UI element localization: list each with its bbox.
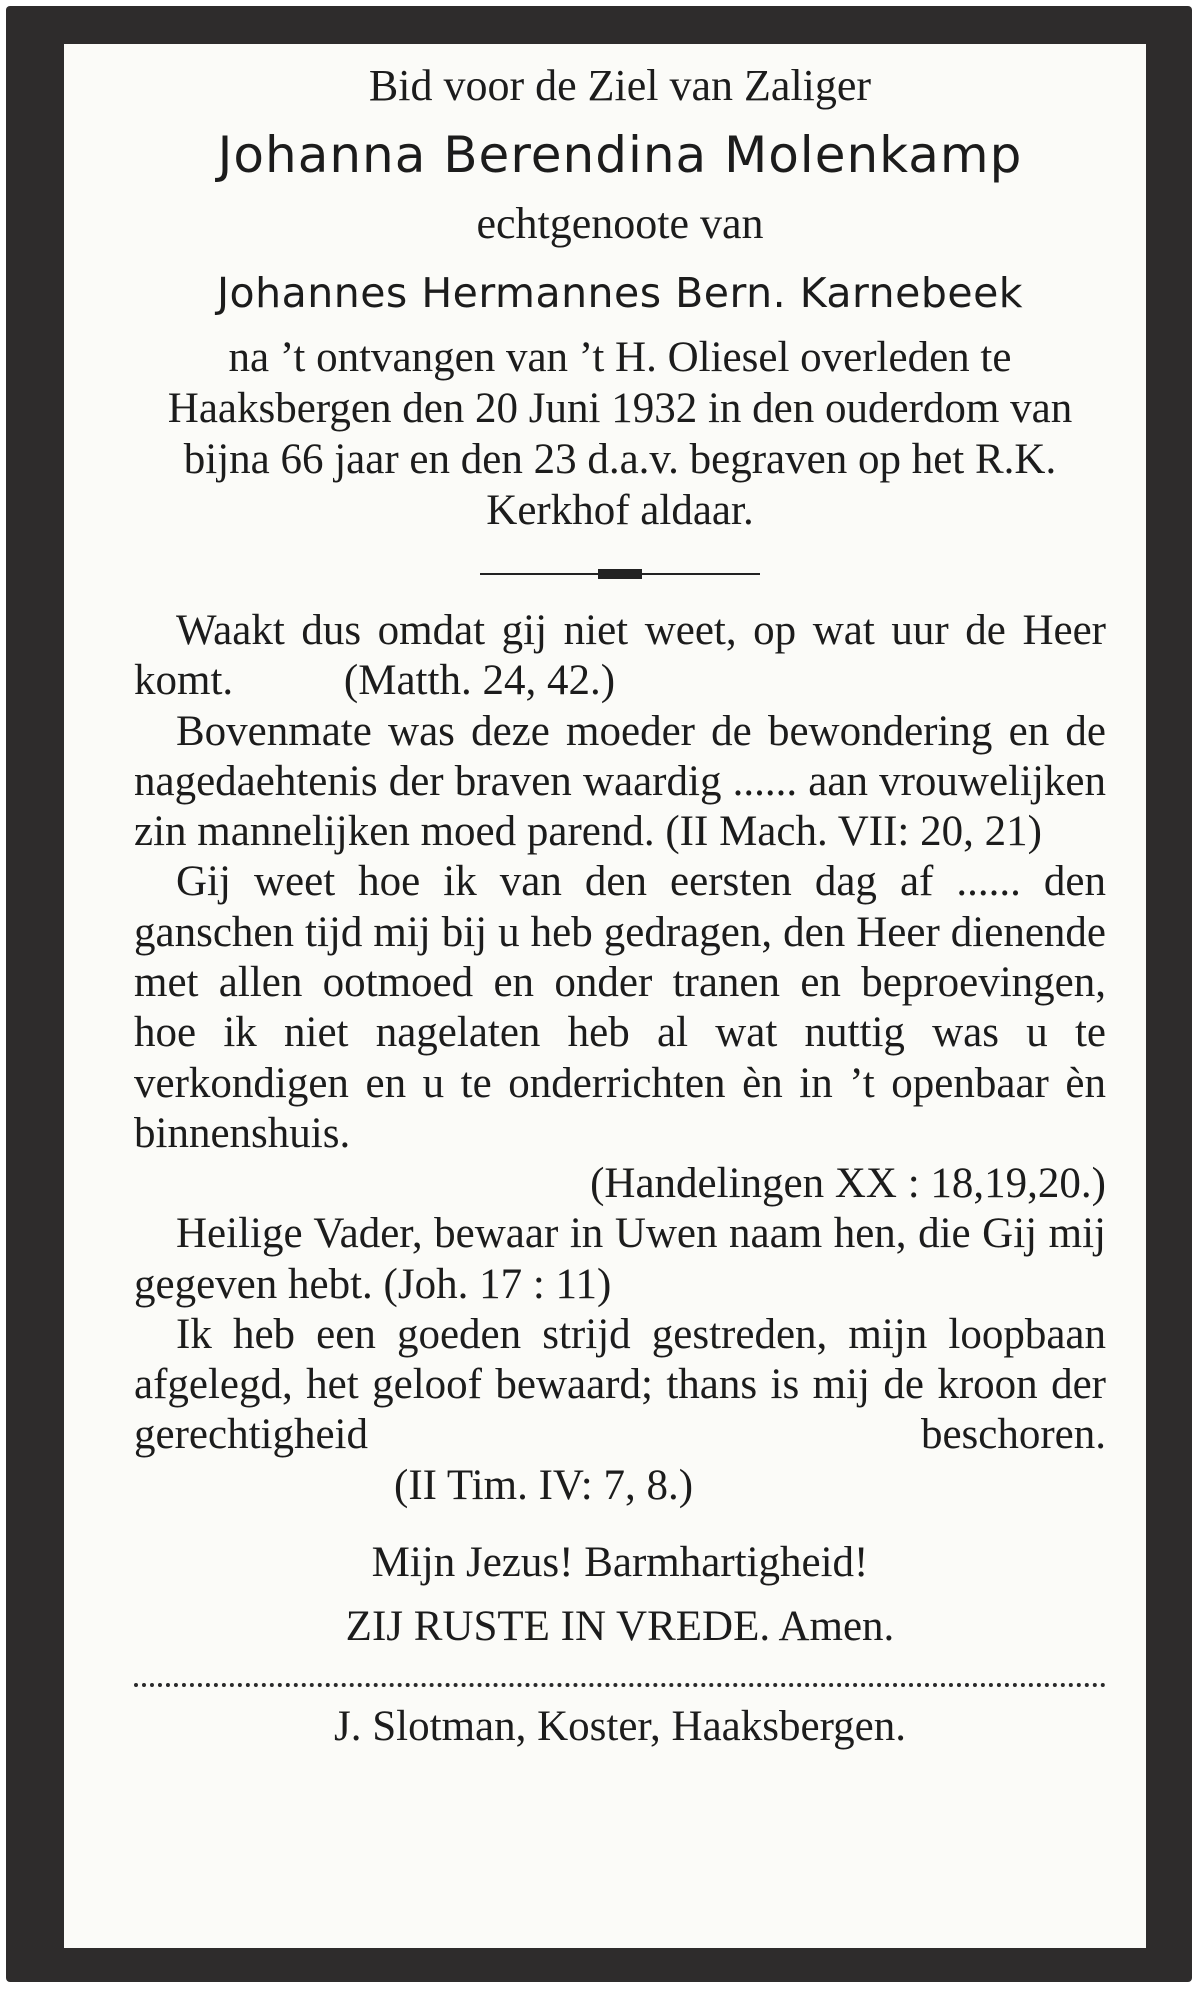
verse-5-ref: (II Tim. IV: 7, 8.) <box>394 1461 694 1509</box>
verse-4-text: Heilige Vader, bewaar in Uwen naam hen, die Gij mij gegeven hebt. <box>134 1210 1106 1308</box>
prayer-line: Bid voor de Ziel van Zaliger <box>368 61 872 110</box>
deceased-name: Johanna Berendina Molenkamp <box>217 126 1023 184</box>
verse-1-text: Waakt dus omdat gij niet weet, op wat uur de Heer komt. <box>134 607 1106 705</box>
verse-text <box>134 1310 1106 1511</box>
verse-3-text: Gij weet hoe ik van den eersten dag af ...... den ganschen tijd mij bij u heb gedragen, den Heer dienende met allen ootmoed en onder tranen en beproevingen, hoe ik niet nagelaten heb al wat nuttig was u te verkondigen en u te onderrichten èn in ’t openbaar èn binnenshuis. <box>134 858 1106 1157</box>
verse-2-text: Bovenmate was deze moeder de bewondering en de nagedaehtenis der braven waardig ...... aan vrouwelijken zin mannelijken moed parend. <box>134 707 1106 856</box>
verse-text <box>134 606 1106 707</box>
verse-2-ref: (II Mach. VII: 20, 21) <box>665 808 1042 856</box>
verse-3-ref: (Handelingen XX : 18,19,20.) <box>590 1160 1106 1208</box>
memorial-card <box>64 44 1146 1948</box>
verse-5-text: Ik heb een goeden strijd gestreden, mijn loopbaan afgelegd, het geloof bewaard; thans is mij de kroon der gerechtigheid beschoren. <box>134 1310 1106 1459</box>
relation-line: echtgenoote van <box>476 199 764 248</box>
verse-text <box>134 707 1106 858</box>
invocation: Mijn Jezus! Barmhartigheid! <box>371 1539 869 1587</box>
memorial-card-border <box>6 6 1192 1982</box>
verses <box>134 606 1106 1511</box>
spouse-name: Johannes Hermannes Bern. Karnebeek <box>216 269 1024 317</box>
ornamental-divider <box>480 566 760 582</box>
death-notice: na ’t ontvangen van ’t H. Oliesel overleden te Haaksbergen den 20 Juni 1932 in den ouderdom van bijna 66 jaar en den 23 d.a.v. begraven op het R.K. Kerkhof aldaar. <box>167 334 1073 534</box>
verse-text <box>134 1209 1106 1310</box>
verse-1-ref: (Matth. 24, 42.) <box>343 657 616 705</box>
printer-credit: J. Slotman, Koster, Haaksbergen. <box>334 1703 906 1751</box>
rest-in-peace: ZIJ RUSTE IN VREDE. Amen. <box>345 1603 895 1651</box>
verse-4-ref: (Joh. 17 : 11) <box>383 1260 612 1308</box>
